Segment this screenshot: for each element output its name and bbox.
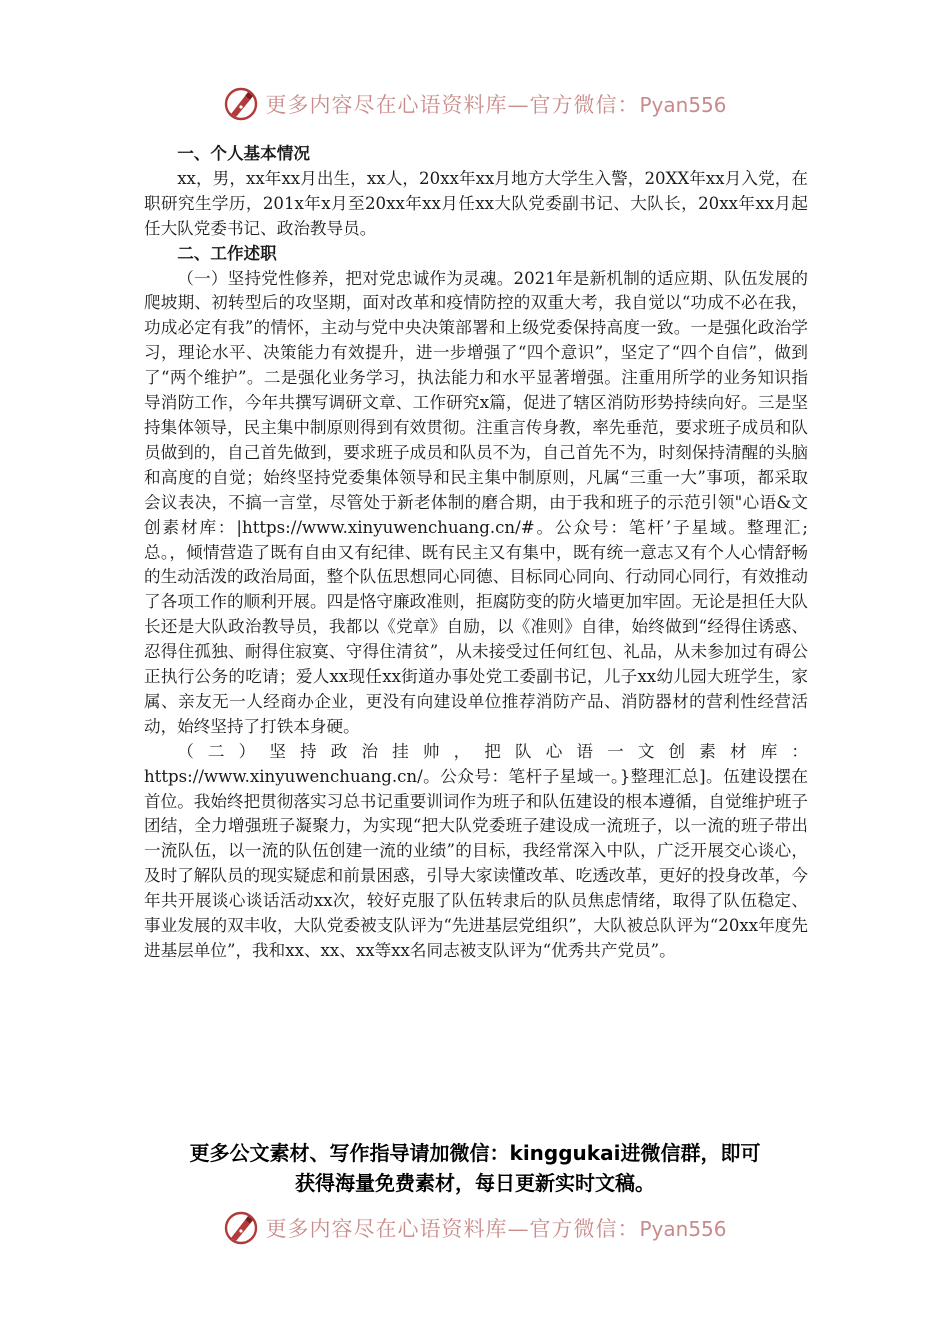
paragraph-party-loyalty: （一）坚持党性修养，把对党忠诚作为灵魂。2021年是新机制的适应期、队伍发展的爬坡期、初转型后的攻坚期，面对改革和疫情防控的双重大考，我自觉以“功成不必在我，功成必定有我”的情怀，主动与党中央决策部署和上级党委保持高度一致。一是强化政治学习，理论水平、决策能力有效提升，进一步增强了“四个意识”，坚定了“四个自信”，做到了“两个维护”。二是强化业务学习，执法能力和水平显著增强。注重用所学的业务知识指导消防工作，今年共撰写调研文章、工作研究x篇，促进了辖区消防形势持续向好。三是坚持集体领导，民主集中制原则得到有效贯彻。注重言传身教，率先垂范，要求班子成员和队员做到的，自己首先做到，要求班子成员和队员不为，自己首先不为，时刻保持清醒的头脑和高度的自觉；始终坚持党委集体领导和民主集中制原则，凡属“三重一大”事项，都采取会议表决，不搞一言堂，尽管处于新老体制的磨合期，由于我和班子的示范引领"心语&文创素材库：|https://www.xinyuwenchuang.cn/#。公众号：笔杆’子星域。整理汇;总。，倾情营造了既有自由又有纪律、既有民主又有集中，既有统一意志又有个人心情舒畅的生动活泼的政治局面，整个队伍思想同心同德、目标同心同向、行动同心同行，有效推动了各项工作的顺利开展。四是恪守廉政准则，拒腐防变的防火墙更加牢固。无论是担任大队长还是大队政治教导员，我都以《党章》自励，以《准则》自律，始终做到“经得住诱惑、忍得住孤独、耐得住寂寞、守得住清贫”，从未接受过任何红包、礼品，从未参加过有碍公正执行公务的吃请；爱人xx现任xx街道办事处党工委副书记，儿子xx幼儿园大班学生，家属、亲友无一人经商办企业，更没有向建设单位推荐消防产品、消防器材的营利性经营活动，始终坚持了打铁本身硬。 bbox=[144, 268, 808, 736]
section-heading-work-report: 二、工作述职 bbox=[177, 243, 277, 263]
pen-nib-logo-icon bbox=[223, 1210, 259, 1246]
footer-promo-line-1: 更多公文素材、写作指导请加微信：kinggukai进微信群，即可 bbox=[189, 1141, 761, 1165]
section-heading-basic-info: 一、个人基本情况 bbox=[177, 144, 310, 163]
watermark-wechat-id: Pyan556 bbox=[639, 1217, 727, 1241]
basic-info-paragraph: xx，男，xx年xx月出生，xx人，20xx年xx月地方大学生入警，20XX年xx月入党，在职研究生学历，201x年x月至20xx年xx月任xx大队党委副书记、大队长，20xx年xx月起任大队党委书记、政治教导员。 bbox=[144, 168, 808, 238]
watermark-wechat-id: Pyan556 bbox=[639, 93, 727, 117]
watermark-text: 更多内容尽在心语资料库—官方微信：Pyan556 bbox=[265, 93, 727, 117]
document-body bbox=[144, 142, 808, 964]
pen-nib-logo-icon bbox=[223, 86, 259, 122]
watermark-banner-top bbox=[0, 84, 950, 124]
watermark-text: 更多内容尽在心语资料库—官方微信：Pyan556 bbox=[265, 1217, 727, 1241]
paragraph-political-command: （二）坚持政治挂帅，把队心语一文创素材库：https://www.xinyuwenchuang.cn/。公众号：笔杆子星域一。}整理汇总]。伍建设摆在首位。我始终把贯彻落实习总书记重要训词作为班子和队伍建设的根本遵循，自觉维护班子团结，全力增强班子凝聚力，为实现“把大队党委班子建设成一流班子，以一流的班子带出一流队伍，以一流的队伍创建一流的业绩”的目标，我经常深入中队，广泛开展交心谈心，及时了解队员的现实疑虑和前景困惑，引导大家读懂改革、吃透改革，更好的投身改革，今年共开展谈心谈话活动xx次，较好克服了队伍转隶后的队员焦虑情绪，取得了队伍稳定、事业发展的双丰收，大队党委被支队评为“先进基层党组织”，大队被总队评为“20xx年度先进基层单位”，我和xx、xx、xx等xx名同志被支队评为“优秀共产党员”。 bbox=[144, 741, 808, 960]
footer-promo-note bbox=[130, 1138, 820, 1198]
footer-promo-line-2: 获得海量免费素材，每日更新实时文稿。 bbox=[295, 1171, 655, 1195]
watermark-banner-bottom bbox=[0, 1208, 950, 1248]
